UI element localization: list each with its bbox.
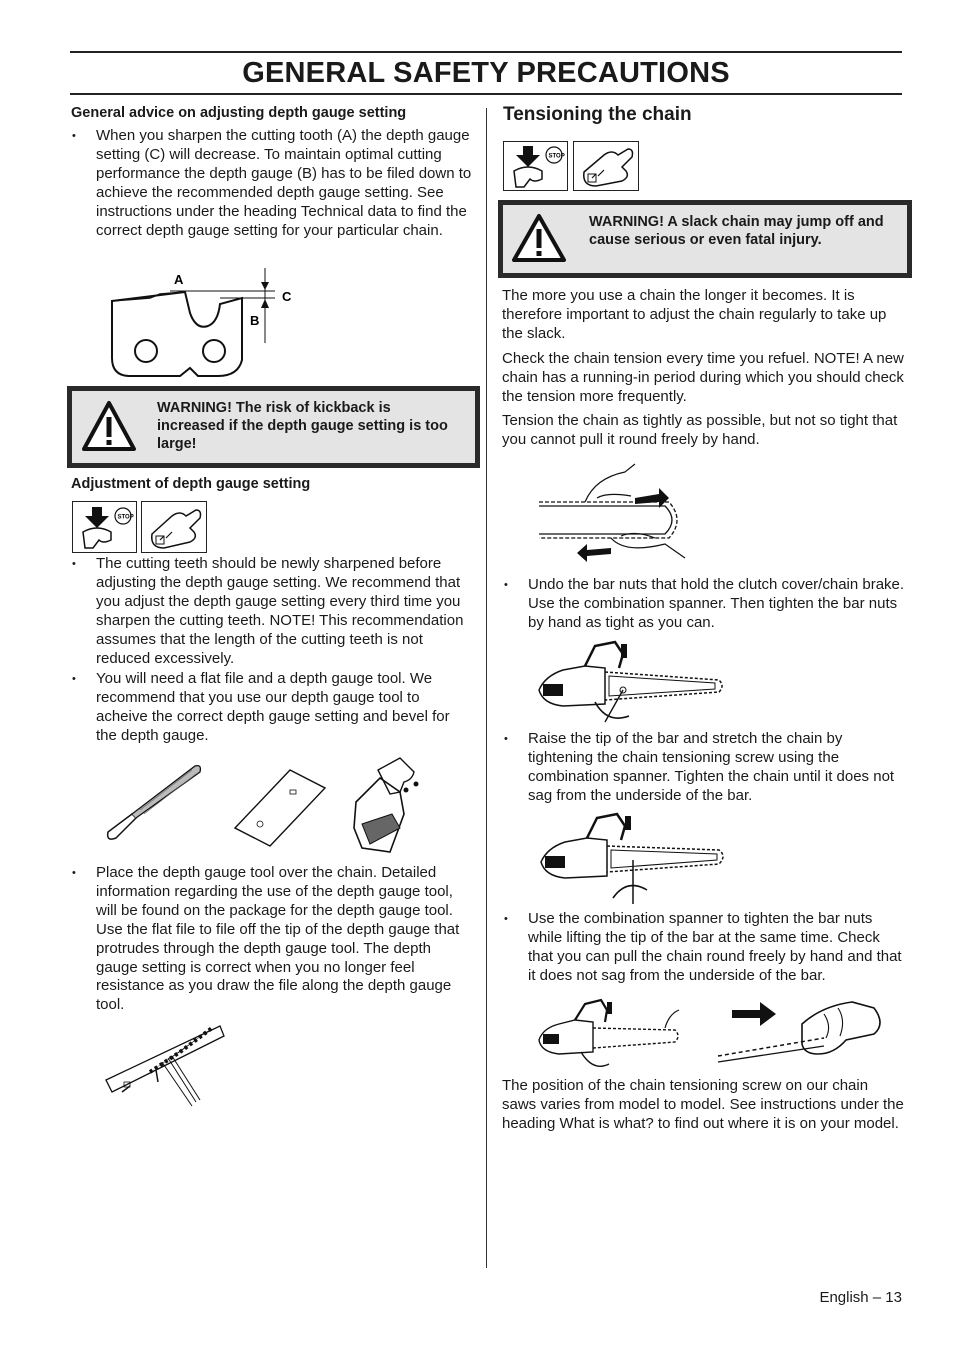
gloves-icon-box [141, 501, 207, 553]
adjust-bullet-1: • The cutting teeth should be newly sharpened before adjusting the depth gauge setting. We recommend that you adjust the depth gauge setting every third time you sharpen the cutting teeth. NOTE! This recommendation assumes that the length of the cutting teeth is not reduced excessively. [70, 555, 474, 668]
adjust-list [70, 555, 474, 746]
stop-engine-icon-box [72, 501, 137, 553]
depth-gauge-tool-illustration [235, 770, 325, 846]
screw-position-paragraph: The position of the chain tensioning screw on our chain saws varies from model to model. See instructions under the heading What is what? to find out where it is on your model. [502, 1077, 904, 1132]
file-and-gauge-tools-illustration [100, 752, 440, 862]
hands-pulling-chain-illustration [535, 458, 695, 573]
undo-nuts-list [502, 576, 906, 633]
undo-nuts-bullet: • Undo the bar nuts that hold the clutch cover/chain brake. Use the combination spanner. Then tighten the bar nuts by hand as tight as you can. [502, 576, 906, 633]
stop-engine-icon [504, 142, 567, 190]
label-b: B [250, 313, 260, 328]
filing-through-gauge-illustration [100, 1022, 230, 1112]
page-footer: English – 13 [819, 1289, 902, 1306]
page-title: GENERAL SAFETY PRECAUTIONS [242, 57, 730, 89]
raise-tip-list [502, 730, 906, 806]
adjust-heading: Adjustment of depth gauge setting [71, 476, 311, 492]
paragraph-check-tension: Check the chain tension every time you refuel. NOTE! A new chain has a running-in period during which you should check the tension more frequently. [502, 349, 904, 405]
slack-chain-warning-box [498, 200, 912, 278]
glove-icon [574, 142, 638, 190]
stop-engine-icon [73, 502, 136, 552]
tension-paragraphs [502, 287, 904, 450]
advice-bullet: • When you sharpen the cutting tooth (A) the depth gauge setting (C) will decrease. To maintain optimal cutting performance the depth gauge (B) has to be filed down to achieve the recommended depth gauge setting. See instructions under the heading Technical data to find the correct depth gauge setting for your particular chain. [70, 127, 474, 240]
svg-text:STOP: STOP [548, 153, 565, 160]
slack-chain-warning-text: WARNING! A slack chain may jump off and cause serious or even fatal injury. [589, 214, 884, 248]
stop-engine-icon-box-right [503, 141, 568, 191]
depth-gauge-diagram [100, 268, 310, 383]
warning-triangle-icon [82, 400, 136, 452]
place-tool-bullet: • Place the depth gauge tool over the chain. Detailed information regarding the use of the depth gauge tool, will be found on the package for the depth gauge tool. Use the flat file to file off the tip of the depth gauge that protrudes through the depth gauge tool. The depth gauge setting is correct when you no longer feel resistance as you draw the file along the depth gauge tool. [70, 864, 474, 1015]
spanner-bullet: • Use the combination spanner to tighten the bar nuts while lifting the tip of the bar at the same time. Check that you can pull the chain round freely by hand and that it does not sag from the underside of the bar. [502, 910, 906, 986]
rivet-hole-left [135, 340, 157, 362]
column-divider [486, 108, 487, 1268]
label-a: A [174, 272, 184, 287]
chainsaw-loosen-nuts-illustration [535, 638, 725, 728]
cutter-tooth-outline [112, 292, 242, 376]
tensioning-heading: Tensioning the chain [503, 104, 692, 125]
header-rule-bottom [70, 93, 902, 95]
warning-triangle-icon [512, 213, 566, 263]
header-rule-top [70, 51, 902, 53]
advice-list [70, 127, 474, 240]
glove-pulling-chain-illustration [714, 996, 884, 1074]
svg-text:STOP: STOP [117, 514, 134, 521]
kickback-warning-text: WARNING! The risk of kickback is increased if the depth gauge setting is too large! [157, 400, 448, 452]
glove-icon [142, 502, 206, 552]
kickback-warning-box [67, 386, 480, 468]
gloves-icon-box-right [573, 141, 639, 191]
chainsaw-tension-screw-illustration [537, 812, 727, 908]
rivet-hole-right [203, 340, 225, 362]
paragraph-tension-tightly: Tension the chain as tightly as possible, but not so tight that you cannot pull it round freely by hand. [502, 412, 898, 449]
spanner-list [502, 910, 906, 986]
label-c: C [282, 289, 292, 304]
flat-file-illustration [108, 766, 201, 840]
adjust-bullet-2: • You will need a flat file and a depth gauge tool. We recommend that you use our depth gauge tool to acheive the correct depth gauge setting and bevel for the depth gauge. [70, 670, 474, 746]
advice-heading: General advice on adjusting depth gauge setting [71, 105, 407, 121]
chainsaw-tighten-nuts-illustration [535, 998, 685, 1073]
place-tool-list [70, 864, 474, 1015]
paragraph-chain-length: The more you use a chain the longer it becomes. It is therefore important to adjust the chain regularly to take up the slack. [502, 287, 887, 342]
raise-tip-bullet: • Raise the tip of the bar and stretch the chain by tightening the chain tensioning screw using the combination spanner. Tighten the chain until it does not sag from the underside of the bar. [502, 730, 906, 806]
bar-file-guide-illustration [354, 758, 419, 852]
